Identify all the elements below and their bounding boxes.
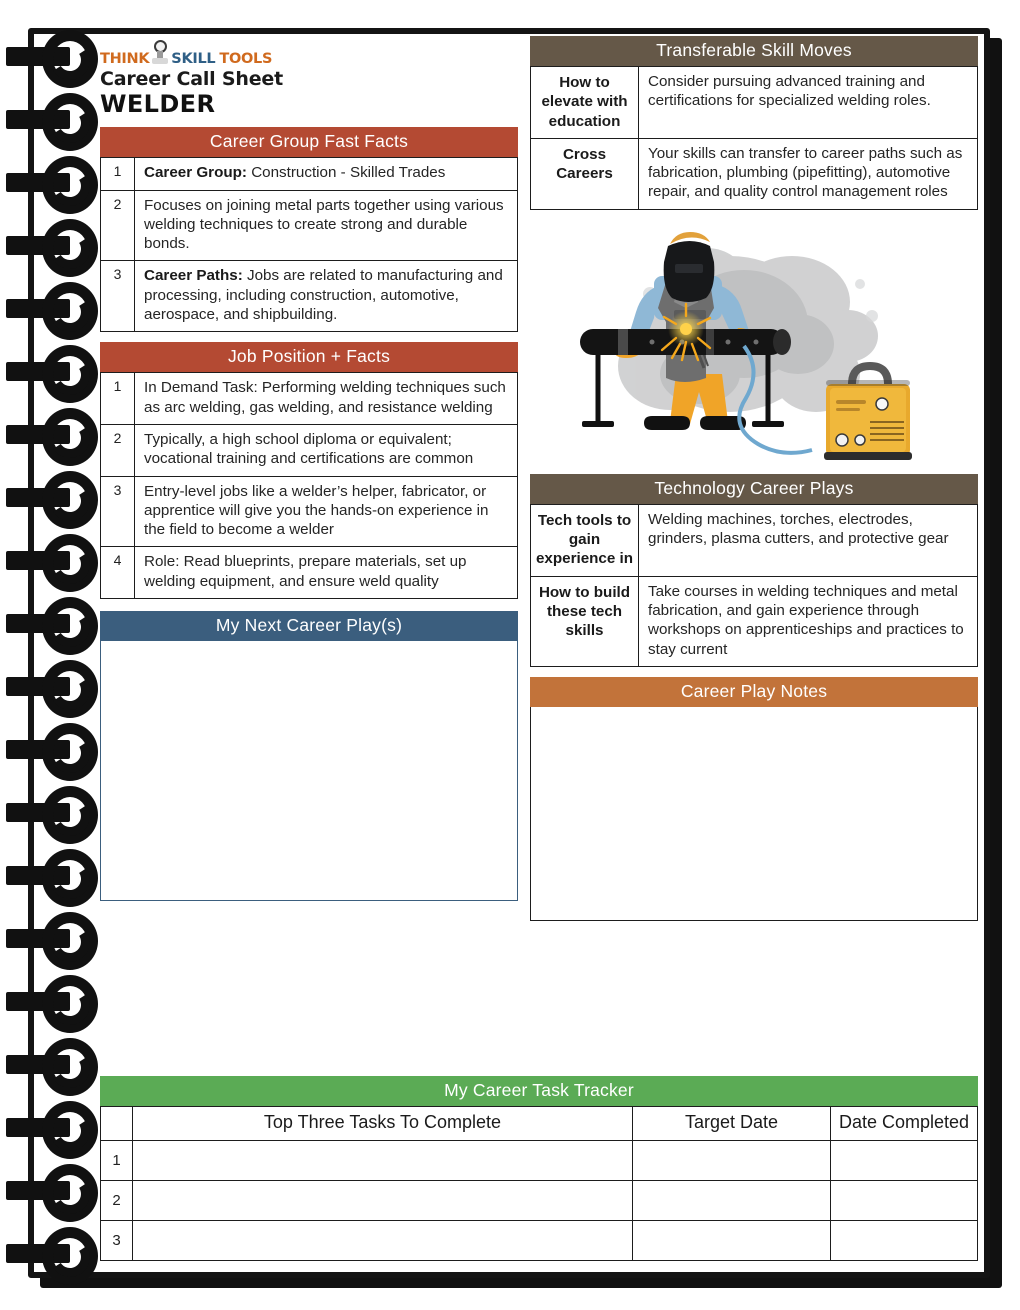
target-date-input[interactable] bbox=[633, 1221, 831, 1261]
spiral-ring bbox=[6, 408, 98, 466]
row-label: How to elevate with education bbox=[531, 67, 639, 139]
spiral-ring bbox=[6, 534, 98, 592]
task-input[interactable] bbox=[133, 1141, 633, 1181]
next-career-plays-section bbox=[100, 611, 518, 901]
date-completed-input[interactable] bbox=[831, 1221, 978, 1261]
career-play-notes-input[interactable] bbox=[530, 707, 978, 921]
row-number: 2 bbox=[101, 424, 135, 476]
row-number: 4 bbox=[101, 547, 135, 599]
target-date-input[interactable] bbox=[633, 1141, 831, 1181]
row-text: Your skills can transfer to career paths such as fabrication, plumbing (pipefitting), automotive repair, and quality control management roles bbox=[639, 138, 978, 209]
row-number: 1 bbox=[101, 373, 135, 425]
row-text: Focuses on joining metal parts together using various welding techniques to create strong and durable bonds. bbox=[135, 190, 518, 261]
spiral-ring bbox=[6, 1038, 98, 1096]
transferable-skill-moves-heading: Transferable Skill Moves bbox=[530, 36, 978, 66]
table-row bbox=[101, 1141, 978, 1181]
table-row bbox=[531, 67, 978, 139]
technology-career-plays-table bbox=[530, 504, 978, 667]
spiral-binding bbox=[0, 30, 110, 1285]
row-number: 3 bbox=[101, 476, 135, 547]
spiral-ring bbox=[6, 786, 98, 844]
career-play-notes-heading: Career Play Notes bbox=[530, 677, 978, 707]
page-title: WELDER bbox=[100, 89, 216, 118]
row-text: Role: Read blueprints, prepare materials, set up welding equipment, and ensure weld quality bbox=[135, 547, 518, 599]
technology-career-plays-heading: Technology Career Plays bbox=[530, 474, 978, 504]
job-position-facts-table bbox=[100, 372, 518, 599]
row-number: 3 bbox=[101, 1221, 133, 1261]
row-text: Typically, a high school diploma or equivalent; vocational training and certifications are common bbox=[135, 424, 518, 476]
row-text: Career Paths: Jobs are related to manufacturing and processing, including construction, automotive, aerospace, and shipbuilding. bbox=[135, 261, 518, 332]
career-task-tracker-section bbox=[100, 1076, 978, 1261]
brand-logo bbox=[100, 36, 518, 66]
spiral-ring bbox=[6, 1164, 98, 1222]
task-input[interactable] bbox=[133, 1221, 633, 1261]
spiral-ring bbox=[6, 219, 98, 277]
career-task-tracker-heading: My Career Task Tracker bbox=[100, 1076, 978, 1106]
tracker-col-num bbox=[101, 1107, 133, 1141]
table-row bbox=[101, 1221, 978, 1261]
spiral-ring bbox=[6, 282, 98, 340]
spiral-ring bbox=[6, 723, 98, 781]
spiral-ring bbox=[6, 1101, 98, 1159]
row-number: 1 bbox=[101, 158, 135, 190]
left-column bbox=[100, 36, 518, 901]
table-row bbox=[101, 547, 518, 599]
row-text: In Demand Task: Performing welding techniques such as arc welding, gas welding, and resistance welding bbox=[135, 373, 518, 425]
date-completed-input[interactable] bbox=[831, 1141, 978, 1181]
table-row bbox=[101, 424, 518, 476]
spiral-ring bbox=[6, 471, 98, 529]
job-position-facts-heading: Job Position + Facts bbox=[100, 342, 518, 372]
career-group-fast-facts-heading: Career Group Fast Facts bbox=[100, 127, 518, 157]
sheet-content bbox=[100, 36, 982, 1272]
table-row bbox=[531, 504, 978, 576]
row-text: Entry-level jobs like a welder’s helper, fabricator, or apprentice will give you the hands-on experience in the field to become a welder bbox=[135, 476, 518, 547]
spiral-ring bbox=[6, 975, 98, 1033]
brand-word-tools: TOOLS bbox=[219, 50, 273, 67]
career-group-fast-facts-section bbox=[100, 127, 518, 332]
table-row bbox=[531, 576, 978, 666]
row-number: 2 bbox=[101, 1181, 133, 1221]
tracker-col-date-completed: Date Completed bbox=[831, 1107, 978, 1141]
welder-illustration bbox=[530, 224, 978, 474]
table-row bbox=[101, 158, 518, 190]
career-play-notes-section bbox=[530, 677, 978, 921]
spiral-ring bbox=[6, 345, 98, 403]
task-input[interactable] bbox=[133, 1181, 633, 1221]
row-text: Career Group: Construction - Skilled Trades bbox=[135, 158, 518, 190]
table-row bbox=[101, 1181, 978, 1221]
row-label: Cross Careers bbox=[531, 138, 639, 209]
table-row bbox=[531, 138, 978, 209]
brand-word-skill: SKILL bbox=[171, 50, 216, 67]
row-text: Take courses in welding techniques and metal fabrication, and gain experience through workshops on apprenticeships and practices to stay current bbox=[639, 576, 978, 666]
table-row bbox=[101, 373, 518, 425]
row-number: 1 bbox=[101, 1141, 133, 1181]
right-column bbox=[530, 36, 978, 921]
tracker-col-tasks: Top Three Tasks To Complete bbox=[133, 1107, 633, 1141]
tracker-col-target-date: Target Date bbox=[633, 1107, 831, 1141]
spiral-ring bbox=[6, 660, 98, 718]
next-career-plays-input[interactable] bbox=[100, 641, 518, 901]
spiral-ring bbox=[6, 156, 98, 214]
brand-word-think: THINK bbox=[100, 50, 150, 67]
job-position-facts-section bbox=[100, 342, 518, 599]
spiral-ring bbox=[6, 30, 98, 88]
spiral-ring bbox=[6, 597, 98, 655]
row-number: 3 bbox=[101, 261, 135, 332]
spiral-ring bbox=[6, 93, 98, 151]
spiral-ring bbox=[6, 849, 98, 907]
target-date-input[interactable] bbox=[633, 1181, 831, 1221]
sheet-kicker: Career Call Sheet bbox=[100, 68, 283, 90]
table-row bbox=[101, 476, 518, 547]
spiral-ring bbox=[6, 912, 98, 970]
transferable-skill-moves-section bbox=[530, 36, 978, 210]
technology-career-plays-section bbox=[530, 474, 978, 667]
row-label: Tech tools to gain experience in bbox=[531, 504, 639, 576]
lightbulb-tool-icon bbox=[150, 40, 170, 66]
next-career-plays-heading: My Next Career Play(s) bbox=[100, 611, 518, 641]
row-number: 2 bbox=[101, 190, 135, 261]
career-group-fast-facts-table bbox=[100, 157, 518, 332]
transferable-skill-moves-table bbox=[530, 66, 978, 210]
table-row bbox=[101, 190, 518, 261]
spiral-ring bbox=[6, 1227, 98, 1285]
row-text: Consider pursuing advanced training and certifications for specialized welding roles. bbox=[639, 67, 978, 139]
table-row bbox=[101, 261, 518, 332]
tracker-header-row bbox=[101, 1107, 978, 1141]
row-label: How to build these tech skills bbox=[531, 576, 639, 666]
row-text: Welding machines, torches, electrodes, grinders, plasma cutters, and protective gear bbox=[639, 504, 978, 576]
row-text-label: Career Group: bbox=[144, 164, 247, 182]
row-text-label: Career Paths: bbox=[144, 267, 243, 285]
career-task-tracker-table bbox=[100, 1106, 978, 1261]
date-completed-input[interactable] bbox=[831, 1181, 978, 1221]
